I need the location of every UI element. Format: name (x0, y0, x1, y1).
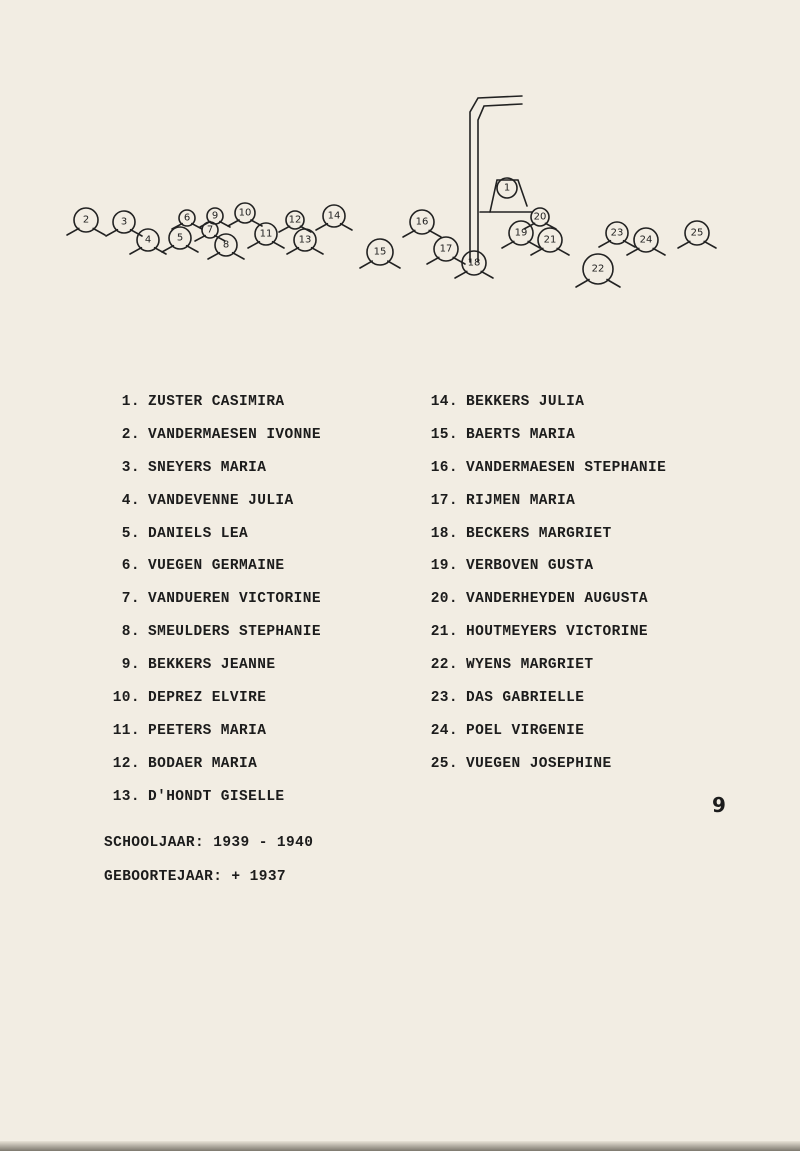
list-item (422, 752, 666, 785)
list-item-name: BECKERS MARGRIET (466, 525, 612, 542)
person-number-label: 8 (222, 239, 230, 251)
person-number-label: 11 (259, 228, 273, 240)
name-list-left (104, 390, 321, 818)
list-item-number: 7. (121, 591, 140, 608)
list-item (104, 620, 321, 653)
person-number-label: 25 (690, 227, 704, 239)
person-head-icon (200, 208, 230, 227)
list-item-name: DEPREZ ELVIRE (148, 690, 267, 707)
person-number-label: 9 (211, 210, 219, 222)
person-head-icon (106, 211, 142, 236)
list-item-name: PEETERS MARIA (148, 722, 267, 739)
list-item-number: 21. (430, 624, 458, 641)
list-item-number: 8. (121, 624, 140, 641)
list-item-number: 5. (121, 525, 140, 542)
person-number-label: 13 (298, 234, 312, 246)
list-item (104, 587, 321, 620)
person-number-label: 18 (467, 257, 481, 269)
person-head-icon (228, 203, 262, 226)
person-head-icon (502, 221, 540, 248)
list-item (422, 489, 666, 522)
list-item (422, 587, 666, 620)
person-head-icon (248, 223, 284, 248)
list-item-number: 15. (430, 426, 458, 443)
person-head-icon (576, 254, 620, 287)
list-item-name: BEKKERS JEANNE (148, 657, 276, 674)
person-head-icon (678, 221, 716, 248)
list-item-name: ZUSTER CASIMIRA (148, 394, 285, 410)
person-head-icon (497, 178, 517, 198)
list-item (422, 456, 666, 489)
list-item-name: BAERTS MARIA (466, 426, 576, 443)
list-item-name: VANDERMAESEN IVONNE (148, 426, 321, 443)
list-item-number: 14. (430, 394, 458, 410)
list-item-number: 4. (121, 492, 140, 509)
name-list-right (422, 390, 666, 785)
person-number-label: 17 (439, 243, 453, 255)
list-item (422, 686, 666, 719)
person-number-label: 16 (415, 216, 429, 228)
list-item-number: 25. (430, 755, 458, 772)
list-item-number: 3. (121, 459, 140, 476)
list-item-name: SMEULDERS STEPHANIE (148, 624, 321, 641)
person-number-label: 15 (373, 246, 387, 258)
list-item (104, 686, 321, 719)
person-number-label: 6 (183, 212, 191, 224)
list-item (104, 719, 321, 752)
list-item-number: 23. (430, 690, 458, 707)
list-item (104, 554, 321, 587)
list-item-name: DAS GABRIELLE (466, 690, 585, 707)
person-number-label: 21 (543, 234, 557, 246)
page-number: 9 (712, 793, 726, 817)
list-item-name: VANDERHEYDEN AUGUSTA (466, 591, 649, 608)
person-number-label: 4 (144, 234, 152, 246)
person-number-label: 23 (610, 227, 624, 239)
list-item-name: BEKKERS JULIA (466, 394, 585, 410)
person-head-icon (287, 229, 323, 254)
list-item-name: VANDERMAESEN STEPHANIE (466, 459, 667, 476)
list-item (422, 620, 666, 653)
list-item (422, 423, 666, 456)
list-item-number: 2. (121, 426, 140, 443)
page-edge (0, 1141, 800, 1151)
list-item-name: POEL VIRGENIE (466, 722, 585, 739)
person-number-label: 12 (288, 214, 302, 226)
person-head-icon (531, 228, 569, 255)
person-number-label: 3 (120, 216, 128, 228)
list-item-name: VANDEVENNE JULIA (148, 492, 294, 509)
person-head-icon (403, 210, 441, 237)
person-number-label: 10 (238, 207, 252, 219)
person-number-label: 19 (514, 227, 528, 239)
person-head-icon (316, 205, 352, 230)
list-item-number: 17. (430, 492, 458, 509)
list-item-name: VERBOVEN GUSTA (466, 558, 594, 575)
school-year: SCHOOLJAAR: 1939 - 1940 (104, 835, 314, 851)
list-item (104, 489, 321, 522)
person-number-label: 24 (639, 234, 653, 246)
person-head-icon (172, 210, 202, 229)
person-head-icon (599, 222, 635, 247)
list-item (422, 653, 666, 686)
person-head-icon (195, 222, 225, 241)
person-head-icon (360, 239, 400, 268)
list-item-number: 19. (430, 558, 458, 575)
birth-year: GEBOORTEJAAR: + 1937 (104, 869, 287, 885)
list-item-number: 22. (430, 657, 458, 674)
list-item-name: VUEGEN JOSEPHINE (466, 755, 612, 772)
list-item-name: VUEGEN GERMAINE (148, 558, 285, 575)
person-number-label: 22 (591, 263, 605, 275)
person-head-icon (455, 251, 493, 278)
class-photo-sketch (0, 0, 800, 300)
list-item (104, 522, 321, 555)
list-item (104, 456, 321, 489)
list-item (104, 752, 321, 785)
list-item-name: RIJMEN MARIA (466, 492, 576, 509)
list-item (104, 390, 321, 423)
list-item-number: 9. (121, 657, 140, 674)
list-item-name: SNEYERS MARIA (148, 459, 267, 476)
list-item-number: 18. (430, 525, 458, 542)
person-number-label: 20 (533, 211, 547, 223)
list-item-name: WYENS MARGRIET (466, 657, 594, 674)
list-item-number: 13. (112, 788, 140, 805)
person-head-icon (427, 237, 465, 264)
list-item-number: 16. (430, 459, 458, 476)
list-item (422, 522, 666, 555)
person-number-label: 14 (327, 210, 341, 222)
list-item (422, 719, 666, 752)
list-item (104, 653, 321, 686)
list-item-name: VANDUEREN VICTORINE (148, 591, 321, 608)
list-item-number: 1. (121, 394, 140, 410)
person-number-label: 2 (82, 214, 90, 226)
list-item-number: 10. (112, 690, 140, 707)
list-item-number: 20. (430, 591, 458, 608)
person-head-icon (67, 208, 105, 235)
list-item-number: 12. (112, 755, 140, 772)
list-item-number: 11. (112, 722, 140, 739)
list-item (422, 554, 666, 587)
person-head-icon (627, 228, 665, 255)
person-number-label: 7 (206, 224, 214, 236)
list-item (104, 785, 321, 818)
list-item-name: HOUTMEYERS VICTORINE (466, 624, 649, 641)
person-head-icon (162, 227, 198, 252)
person-head-icon (524, 208, 556, 229)
list-item-number: 6. (121, 558, 140, 575)
list-item-name: BODAER MARIA (148, 755, 258, 772)
list-item (104, 423, 321, 456)
list-item (422, 390, 666, 423)
list-item-number: 24. (430, 722, 458, 739)
person-number-label: 5 (176, 232, 184, 244)
list-item-name: DANIELS LEA (148, 525, 249, 542)
list-item-name: D'HONDT GISELLE (148, 788, 285, 805)
person-number-label: 1 (503, 182, 511, 194)
